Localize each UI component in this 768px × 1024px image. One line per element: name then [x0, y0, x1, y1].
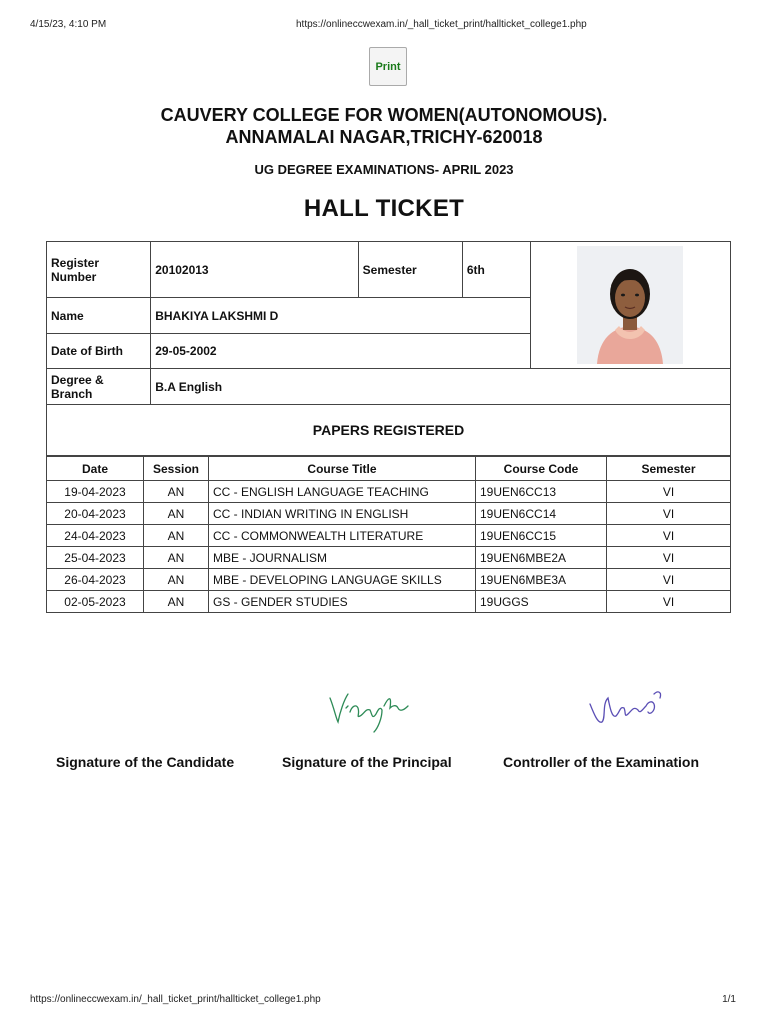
- paper-course-title: CC - INDIAN WRITING IN ENGLISH: [209, 503, 476, 525]
- paper-date: 20-04-2023: [47, 503, 144, 525]
- name-value: BHAKIYA LAKSHMI D: [151, 298, 530, 334]
- column-header-session: Session: [144, 457, 209, 481]
- paper-course-code: 19UEN6CC15: [476, 525, 607, 547]
- paper-course-code: 19UEN6MBE2A: [476, 547, 607, 569]
- candidate-signature-label: Signature of the Candidate: [56, 754, 235, 770]
- print-button[interactable]: Print: [369, 47, 407, 86]
- dob-value: 29-05-2002: [151, 334, 530, 369]
- name-label: Name: [47, 298, 151, 334]
- semester-value: 6th: [462, 242, 530, 298]
- college-name-line2: ANNAMALAI NAGAR,TRICHY-620018: [225, 127, 543, 147]
- paper-semester: VI: [607, 503, 731, 525]
- print-timestamp: 4/15/23, 4:10 PM: [30, 19, 107, 30]
- paper-semester: VI: [607, 547, 731, 569]
- register-number-label: Register Number: [47, 242, 151, 298]
- controller-signature-image: [584, 684, 668, 732]
- footer-url: https://onlineccwexam.in/_hall_ticket_print/hallticket_college1.php: [30, 994, 321, 1005]
- paper-course-code: 19UEN6MBE3A: [476, 569, 607, 591]
- paper-date: 24-04-2023: [47, 525, 144, 547]
- papers-table: [46, 456, 731, 613]
- register-number-value: 20102013: [151, 242, 358, 298]
- table-row: [47, 591, 731, 613]
- papers-heading: PAPERS REGISTERED: [47, 405, 731, 456]
- column-header-course-title: Course Title: [209, 457, 476, 481]
- paper-date: 25-04-2023: [47, 547, 144, 569]
- paper-course-title: GS - GENDER STUDIES: [209, 591, 476, 613]
- column-header-course-code: Course Code: [476, 457, 607, 481]
- print-footer: [0, 994, 768, 1024]
- column-header-date: Date: [47, 457, 144, 481]
- page-count: 1/1: [722, 994, 736, 1005]
- table-row: [47, 547, 731, 569]
- paper-date: 02-05-2023: [47, 591, 144, 613]
- table-row: [47, 481, 731, 503]
- paper-course-code: 19UEN6CC14: [476, 503, 607, 525]
- exam-title: UG DEGREE EXAMINATIONS- APRIL 2023: [254, 162, 514, 177]
- paper-semester: VI: [607, 591, 731, 613]
- paper-course-title: CC - COMMONWEALTH LITERATURE: [209, 525, 476, 547]
- paper-session: AN: [144, 525, 209, 547]
- paper-course-title: MBE - DEVELOPING LANGUAGE SKILLS: [209, 569, 476, 591]
- controller-signature-label: Controller of the Examination: [503, 754, 700, 770]
- principal-signature-strokes: [330, 694, 408, 732]
- paper-session: AN: [144, 569, 209, 591]
- photo-cell: [530, 242, 730, 369]
- degree-label: Degree & Branch: [47, 369, 151, 405]
- paper-semester: VI: [607, 481, 731, 503]
- papers-header-row: [47, 457, 731, 481]
- student-photo: [577, 246, 683, 364]
- paper-session: AN: [144, 547, 209, 569]
- column-header-semester: Semester: [607, 457, 731, 481]
- student-photo-image: [577, 246, 683, 364]
- dob-label: Date of Birth: [47, 334, 151, 369]
- college-name-line1: CAUVERY COLLEGE FOR WOMEN(AUTONOMOUS).: [160, 105, 608, 125]
- paper-date: 26-04-2023: [47, 569, 144, 591]
- degree-value: B.A English: [151, 369, 731, 405]
- paper-course-title: MBE - JOURNALISM: [209, 547, 476, 569]
- table-row: [47, 503, 731, 525]
- paper-date: 19-04-2023: [47, 481, 144, 503]
- college-name: [0, 104, 768, 148]
- paper-semester: VI: [607, 569, 731, 591]
- paper-session: AN: [144, 481, 209, 503]
- page-url: https://onlineccwexam.in/_hall_ticket_print/hallticket_college1.php: [296, 19, 587, 30]
- paper-session: AN: [144, 591, 209, 613]
- print-header: [0, 0, 768, 30]
- paper-course-code: 19UEN6CC13: [476, 481, 607, 503]
- page-title: HALL TICKET: [303, 195, 465, 222]
- controller-signature-strokes: [590, 692, 661, 722]
- paper-course-code: 19UGGS: [476, 591, 607, 613]
- principal-signature-image: [326, 684, 416, 736]
- paper-semester: VI: [607, 525, 731, 547]
- semester-label: Semester: [358, 242, 462, 298]
- paper-session: AN: [144, 503, 209, 525]
- paper-course-title: CC - ENGLISH LANGUAGE TEACHING: [209, 481, 476, 503]
- table-row: [47, 525, 731, 547]
- table-row: [47, 569, 731, 591]
- student-details-table: [46, 241, 731, 456]
- principal-signature-label: Signature of the Principal: [282, 754, 452, 770]
